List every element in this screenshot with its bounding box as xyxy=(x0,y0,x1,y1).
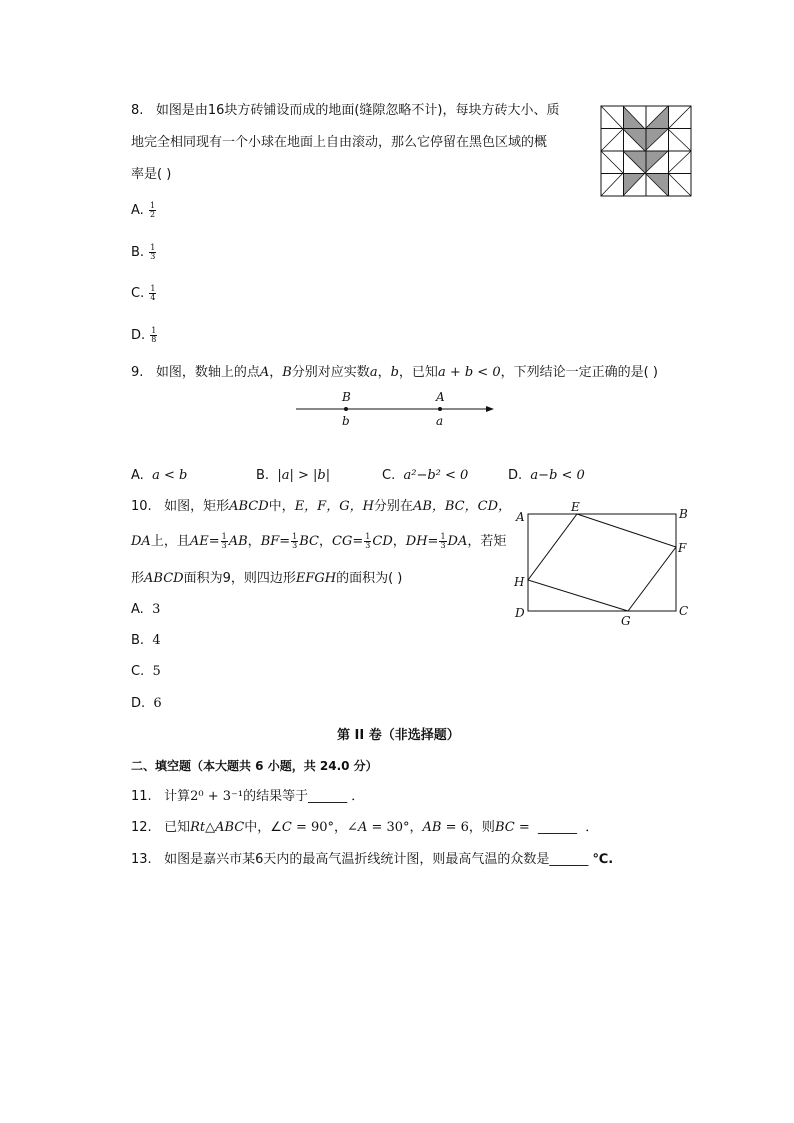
q9-number-line xyxy=(290,386,500,432)
q12-number: 12. xyxy=(131,820,152,835)
q9-option-c[interactable]: C. a²−b² < 0 xyxy=(382,468,469,483)
q8-number: 8. xyxy=(131,103,144,118)
q10-rectangle-figure xyxy=(508,496,698,630)
q11-stem: 11. 计算2⁰ + 3⁻¹的结果等于______ ． xyxy=(131,789,365,804)
vertex-a-label: A xyxy=(516,510,525,524)
point-f-label: F xyxy=(678,541,687,555)
q10-option-c[interactable]: C. 5 xyxy=(131,664,161,679)
value-a-label: a xyxy=(436,414,444,428)
q10-line2: DA上，且AE= $\frac{1}{3}$ AB，BF= $\frac{1}{3}$ BC，CG= $\frac{1}{3}$ CD，DH= $\frac{1}{3}$ DA，若矩 xyxy=(131,532,507,550)
q8-text-2: 地完全相同现有一个小球在地面上自由滚动，那么它停留在黑色区域的概 xyxy=(131,135,548,150)
q8-text-3: 率是( ) xyxy=(131,167,172,182)
q9-option-d[interactable]: D. a−b < 0 xyxy=(508,468,585,483)
fraction: $\frac{1}{3}$ xyxy=(221,532,227,550)
q9-stem: 9. 如图，数轴上的点A，B分别对应实数a，b，已知a + b < 0，下列结论一定正确的是( ) xyxy=(131,365,658,380)
q8-text-1: 如图是由16块方砖铺设而成的地面(缝隙忽略不计)，每块方砖大小、质 xyxy=(155,103,560,118)
fraction: $\frac{1}{2}$ xyxy=(149,201,156,219)
q10-option-a[interactable]: A. 3 xyxy=(131,602,161,617)
q13-stem: 13. 如图是嘉兴市某6天内的最高气温折线统计图，则最高气温的众数是______ ℃. xyxy=(131,852,614,867)
section-title: 第 II 卷（非选择题） xyxy=(337,728,460,743)
q10-line3: 形ABCD面积为9，则四边形EFGH的面积为( ) xyxy=(131,571,403,586)
q10-number: 10. xyxy=(131,499,152,514)
q10-option-b[interactable]: B. 4 xyxy=(131,633,161,648)
fraction: $\frac{1}{3}$ xyxy=(440,532,446,550)
value-b-label: b xyxy=(342,414,350,428)
q11-number: 11. xyxy=(131,789,152,804)
q13-blank: ______ xyxy=(549,852,589,867)
vertex-c-label: C xyxy=(679,604,689,618)
point-b-label: B xyxy=(342,390,351,404)
q12-stem: 12. 已知Rt△ABC中，∠C = 90°，∠A = 30°，AB = 6，则BC = ______ ． xyxy=(131,820,599,835)
q10-line1: 10. 如图，矩形ABCD中，E，F，G，H分别在AB，BC，CD， xyxy=(131,499,511,514)
q13-number: 13. xyxy=(131,852,152,867)
fraction: $\frac{1}{4}$ xyxy=(150,284,156,302)
part2-header: 二、填空题（本大题共 6 小题，共 24.0 分） xyxy=(131,759,378,773)
q8-tile-figure xyxy=(600,105,692,197)
q10-option-d[interactable]: D. 6 xyxy=(131,696,162,711)
q9-option-b[interactable]: B. |a| > |b| xyxy=(256,468,331,483)
q11-expression: 2⁰ + 3⁻¹ xyxy=(190,789,244,804)
point-g-label: G xyxy=(621,614,631,628)
fraction: $\frac{1}{3}$ xyxy=(150,243,156,261)
vertex-d-label: D xyxy=(515,606,525,620)
vertex-b-label: B xyxy=(679,507,688,521)
q8-line1 xyxy=(131,101,560,121)
point-a xyxy=(438,407,442,411)
fraction: $\frac{1}{8}$ xyxy=(151,326,157,344)
fraction: $\frac{1}{3}$ xyxy=(365,532,371,550)
point-a-label: A xyxy=(436,390,445,404)
q8-option-d[interactable]: D. $\frac{1}{8}$ xyxy=(131,326,157,344)
q8-option-a[interactable]: A. $\frac{1}{2}$ xyxy=(131,201,156,219)
point-h-label: H xyxy=(514,575,525,589)
q9-option-a[interactable]: A. a < b xyxy=(131,468,188,483)
q8-option-c[interactable]: C. $\frac{1}{4}$ xyxy=(131,284,156,302)
q9-condition: a + b < 0 xyxy=(437,365,501,380)
q8-option-b[interactable]: B. $\frac{1}{3}$ xyxy=(131,243,156,261)
q12-blank: ______ xyxy=(537,820,577,835)
point-b xyxy=(344,407,348,411)
q11-blank: ______ xyxy=(308,789,348,804)
q9-number: 9. xyxy=(131,365,144,380)
point-e-label: E xyxy=(571,500,580,514)
fraction: $\frac{1}{3}$ xyxy=(292,532,298,550)
